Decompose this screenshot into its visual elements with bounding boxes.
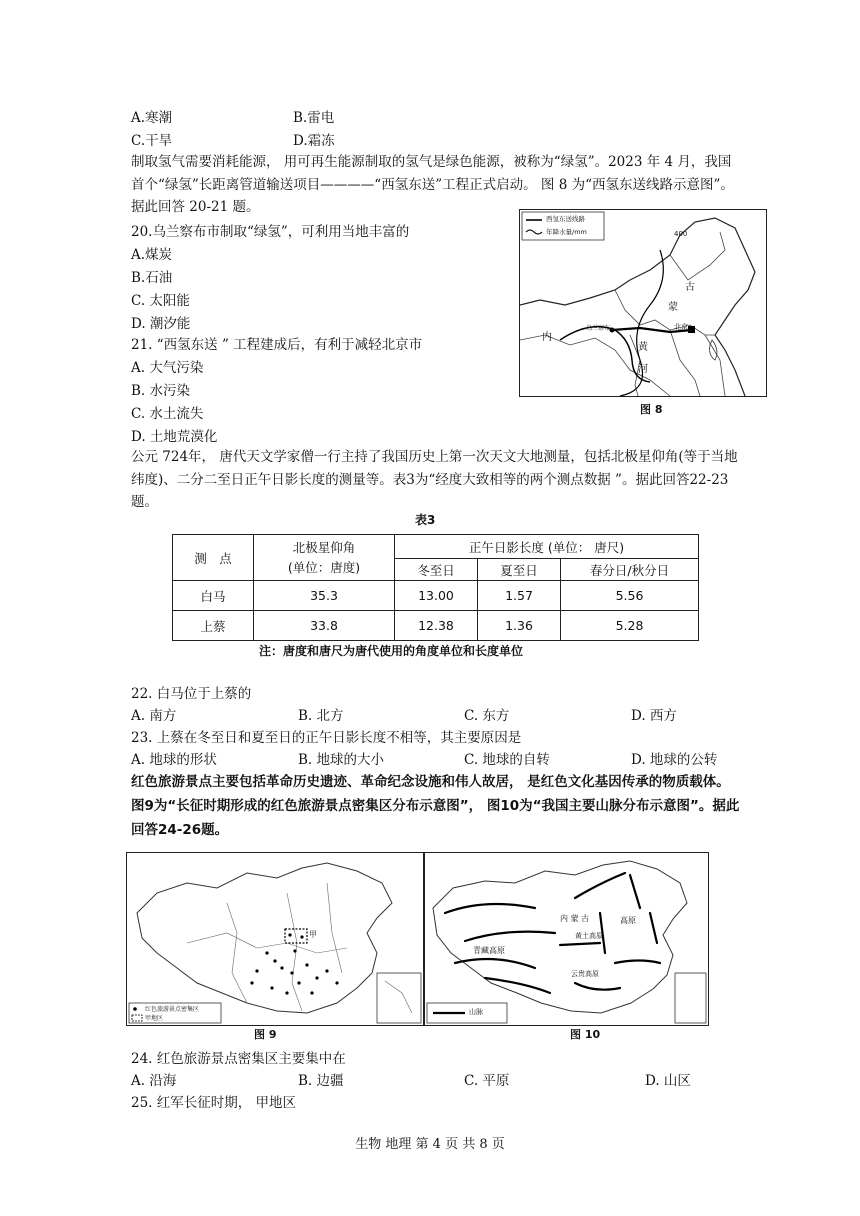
- table3-cell-site: 白马: [173, 581, 254, 611]
- q20-option-d: D. 潮汐能: [131, 316, 191, 332]
- q23-option-c: C. 地球的自转: [464, 752, 550, 768]
- q19-option-b: B.雷电: [293, 110, 335, 126]
- q21-stem: 21. “西氢东送 ” 工程建成后，有利于减轻北京市: [131, 337, 423, 353]
- q21-option-d: D. 土地荒漠化: [131, 429, 218, 445]
- fig10-label-huangtu: 黄土高原: [575, 932, 603, 940]
- fig8-caption: 图 8: [640, 403, 663, 416]
- table3-header-angle-unit: (单位：唐度): [287, 559, 361, 575]
- table3-header-angle-title: 北极星仰角: [292, 539, 356, 555]
- fig9-legend-jia: 甲地区: [145, 1015, 164, 1022]
- fig8-legend-route: 西氢东送线路: [546, 215, 585, 223]
- intro-20-21: 制取氢气需要消耗能源， 用可再生能源制取的氢气是绿色能源，被称为“绿氢”。2023 年 4 月，我国首个“绿氢”长距离管道输送项目————“西氢东送”工程正式启动。 图 8 为“西氢东送线路示意图”。据此回答 20-21 题。: [131, 154, 734, 215]
- q20-stem: 20.乌兰察布市制取“绿氢”，可利用当地丰富的: [131, 224, 410, 240]
- table3-cell-equinox: 5.28: [561, 611, 699, 641]
- table-row: [173, 611, 699, 641]
- fig8-label-he: 河: [638, 364, 648, 375]
- fig10-legend-mountain: 山脉: [469, 1008, 483, 1016]
- q22-option-d: D. 西方: [631, 708, 677, 724]
- q19-option-d: D.霜冻: [293, 133, 335, 149]
- q21-option-a: A. 大气污染: [131, 360, 204, 376]
- fig8-label-huang: 黄: [638, 342, 648, 353]
- q21-option-b: B. 水污染: [131, 383, 191, 399]
- intro-24-26: 红色旅游景点主要包括革命历史遗迹、革命纪念设施和伟人故居， 是红色文化基因传承的物质载体。 图9为“长征时期形成的红色旅游景点密集区分布示意图”， 图10为“我国主要山脉分布示意图”。据此回答24-26题。: [131, 774, 740, 838]
- table3-header-shadow: 正午日影长度 (单位： 唐尺): [395, 535, 699, 559]
- q19-option-a: A.寒潮: [131, 110, 173, 126]
- table3-caption: 表3: [415, 513, 436, 527]
- fig8-isohyet-400: 400: [674, 230, 688, 238]
- fig8-label-nei: 内: [542, 332, 552, 343]
- q22-option-a: A. 南方: [131, 708, 177, 724]
- table3-cell-summer: 1.57: [478, 581, 561, 611]
- q23-stem: 23. 上蔡在冬至日和夏至日的正午日影长度不相等，其主要原因是: [131, 730, 522, 746]
- q22-option-c: C. 东方: [464, 708, 510, 724]
- q24-option-a: A. 沿海: [131, 1073, 177, 1089]
- q23-option-d: D. 地球的公转: [631, 752, 718, 768]
- table3-header-winter: 冬至日: [395, 559, 478, 581]
- figure-9-map: [126, 852, 424, 1026]
- figure-8-map: [519, 209, 767, 397]
- figure-10-svg: [425, 853, 708, 1025]
- table3-header-site: 测 点: [173, 535, 254, 581]
- q22-stem: 22. 白马位于上蔡的: [131, 686, 252, 702]
- q24-option-b: B. 边疆: [298, 1073, 344, 1089]
- table3-cell-summer: 1.36: [478, 611, 561, 641]
- table3-header-angle: [254, 535, 395, 581]
- table3-cell-site: 上蔡: [173, 611, 254, 641]
- fig8-label-wulanchabu: 乌兰察布: [586, 325, 611, 332]
- table-row: [173, 581, 699, 611]
- fig10-label-neimeng: 内 蒙 古: [560, 914, 590, 923]
- intro-22-23: 公元 724年， 唐代天文学家僧一行主持了我国历史上第一次天文大地测量，包括北极星仰角(等于当地纬度)、二分二至日正午日影长度的测量等。表3为“经度大致相等的两个测点数据 ”。据此回答22-23题。: [131, 449, 738, 510]
- table3-cell-equinox: 5.56: [561, 581, 699, 611]
- fig9-label-jia: 甲: [309, 930, 317, 939]
- q23-option-a: A. 地球的形状: [131, 752, 217, 768]
- table3-cell-winter: 13.00: [395, 581, 478, 611]
- fig10-caption: 图 10: [570, 1028, 601, 1041]
- figure-10-map: [424, 852, 709, 1026]
- fig8-label-meng: 蒙: [668, 302, 678, 313]
- q20-option-b: B.石油: [131, 270, 173, 286]
- q19-option-c: C.干旱: [131, 133, 173, 149]
- q24-stem: 24. 红色旅游景点密集区主要集中在: [131, 1051, 346, 1067]
- fig8-legend-rain: 年降水量/mm: [546, 228, 587, 236]
- q21-option-c: C. 水土流失: [131, 406, 204, 422]
- table3-cell-winter: 12.38: [395, 611, 478, 641]
- q20-option-a: A.煤炭: [131, 247, 173, 263]
- table3-cell-angle: 33.8: [254, 611, 395, 641]
- figure-9-svg: [127, 853, 423, 1025]
- fig9-legend-dense: 红色旅游景点密集区: [145, 1006, 200, 1013]
- table3-cell-angle: 35.3: [254, 581, 395, 611]
- table3-note: 注：唐度和唐尺为唐代使用的角度单位和长度单位: [259, 644, 524, 658]
- fig8-label-gu: 古: [685, 282, 695, 293]
- q24-option-c: C. 平原: [464, 1073, 510, 1089]
- page-footer: 生物 地理 第 4 页 共 8 页: [355, 1137, 505, 1152]
- q24-option-d: D. 山区: [645, 1073, 691, 1089]
- table3-header-summer: 夏至日: [478, 559, 561, 581]
- fig8-label-beijing: 北京: [674, 323, 688, 331]
- q25-stem: 25. 红军长征时期， 甲地区: [131, 1095, 297, 1111]
- q20-option-c: C. 太阳能: [131, 293, 190, 309]
- fig10-label-qingzang: 青藏高原: [473, 946, 505, 955]
- q23-option-b: B. 地球的大小: [298, 752, 385, 768]
- q22-option-b: B. 北方: [298, 708, 344, 724]
- table3-header-equinox: 春分日/秋分日: [561, 559, 699, 581]
- fig10-label-gaoyuan: 高原: [620, 916, 636, 925]
- fig10-label-yungui: 云贵高原: [571, 970, 599, 978]
- fig9-caption: 图 9: [254, 1028, 277, 1041]
- table-3: [172, 534, 699, 641]
